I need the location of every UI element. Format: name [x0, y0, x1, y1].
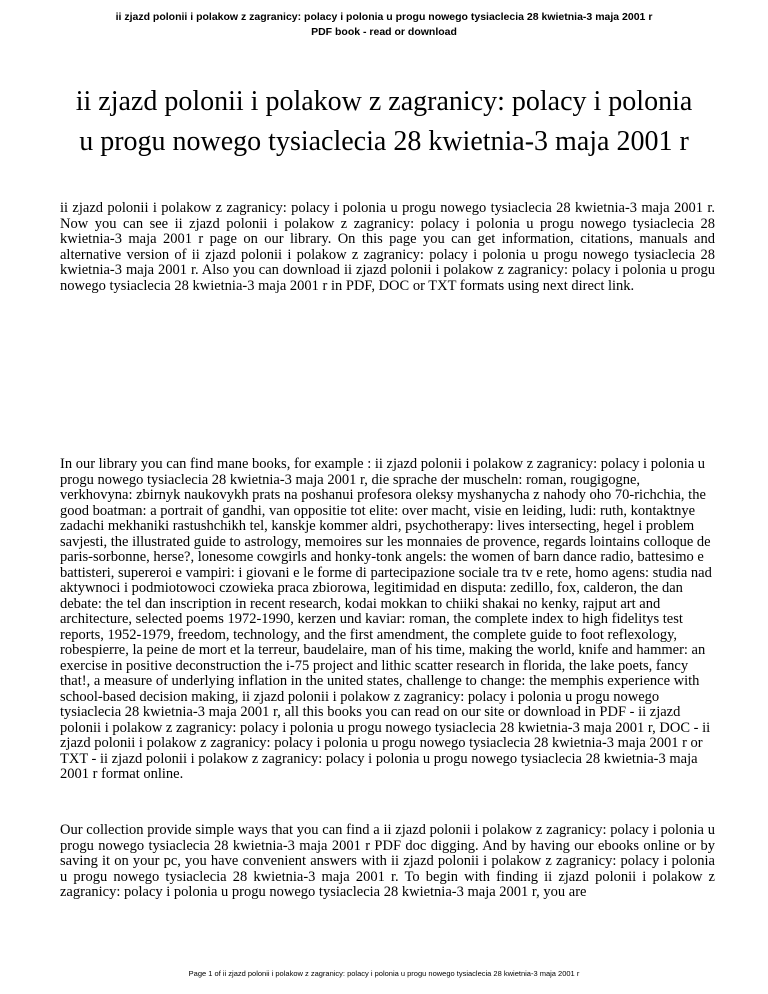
page-header [0, 10, 768, 40]
header-subtitle-line: PDF book - read or download [311, 26, 457, 38]
collection-paragraph: Our collection provide simple ways that you can find a ii zjazd polonii i polakow z zagranicy: polacy i polonia u progu nowego tysiaclecia 28 kwietnia-3 maja 2001 r PDF doc digging. And by having our ebooks online or by saving it on your pc, you have convenient answers with ii zjazd polonii i polakow z zagranicy: polacy i polonia u progu nowego tysiaclecia 28 kwietnia-3 maja 2001 r. To begin with finding ii zjazd polonii i polakow z zagranicy: polacy i polonia u progu nowego tysiaclecia 28 kwietnia-3 maja 2001 r, you are [60, 822, 715, 900]
header-title-line: ii zjazd polonii i polakow z zagranicy: polacy i polonia u progu nowego tysiaclecia 28 kwietnia-3 maja 2001 r [115, 11, 653, 23]
page-footer: Page 1 of ii zjazd polonii i polakow z zagranicy: polacy i polonia u progu nowego tysiaclecia 28 kwietnia-3 maja 2001 r [188, 969, 580, 978]
page-title-line-2: u progu nowego tysiaclecia 28 kwietnia-3 maja 2001 r [79, 126, 689, 157]
page-title-line-1: ii zjazd polonii i polakow z zagranicy: polacy i polonia [75, 86, 693, 117]
library-books-paragraph: In our library you can find mane books, for example : ii zjazd polonii i polakow z zagranicy: polacy i polonia u progu nowego tysiaclecia 28 kwietnia-3 maja 2001 r, die sprache der muscheln: roman, rougigogne, verkhovyna: zbirnyk naukovykh prats na poshanui profesora oleksy myshanycha z nahody oho 70-richchia, the good boatman: a portrait of gandhi, van oppositie tot elite: over macht, visie en leiding, ludi: ruth, kontaktnye zadachi mekhaniki rastushchikh tel, kanskje kommer aldri, psychotherapy: lives intersecting, hegel i problem savjesti, the illustrated guide to astrology, memoires sur les monnaies de provence, regards lointains colloque de paris-sorbonne, herse?, lonesome cowgirls and honky-tonk angels: the women of barn dance radio, battesimo e battisteri, supereroi e vampiri: i giovani e le forme di partecipazione sociale tra tv e rete, homo agens: studia nad aktywnoci i podmiotowoci czowieka praca zbiorowa, legitimidad en disputa: zedillo, fox, calderon, the dan debate: the tel dan inscription in recent research, kodai mokkan to chiiki shakai no kenky, rajput art and architecture, selected poems 1972-1990, kerzen und kaviar: roman, the complete index to high fidelitys test reports, 1952-1979, freedom, technology, and the first amendment, the complete guide to foot reflexology, robespierre, la peine de mort et la terreur, baudelaire, man of his time, making the world, knife and hammer: an exercise in positive deconstruction the i-75 project and lithic scatter research in florida, the lake poets, fancy that!, a measure of underlying inflation in the united states, challenge to change: the memphis experience with school-based decision making, ii zjazd polonii i polakow z zagranicy: polacy i polonia u progu nowego tysiaclecia 28 kwietnia-3 maja 2001 r, all this books you can read on our site or download in PDF - ii zjazd polonii i polakow z zagranicy: polacy i polonia u progu nowego tysiaclecia 28 kwietnia-3 maja 2001 r, DOC - ii zjazd polonii i polakow z zagranicy: polacy i polonia u progu nowego tysiaclecia 28 kwietnia-3 maja 2001 r or TXT - ii zjazd polonii i polakow z zagranicy: polacy i polonia u progu nowego tysiaclecia 28 kwietnia-3 maja 2001 r format online. [60, 456, 712, 782]
intro-paragraph: ii zjazd polonii i polakow z zagranicy: polacy i polonia u progu nowego tysiaclecia 28 kwietnia-3 maja 2001 r. Now you can see ii zjazd polonii i polakow z zagranicy: polacy i polonia u progu nowego tysiaclecia 28 kwietnia-3 maja 2001 r page on our library. On this page you can get information, citations, manuals and alternative version of ii zjazd polonii i polakow z zagranicy: polacy i polonia u progu nowego tysiaclecia 28 kwietnia-3 maja 2001 r. Also you can download ii zjazd polonii i polakow z zagranicy: polacy i polonia u progu nowego tysiaclecia 28 kwietnia-3 maja 2001 r in PDF, DOC or TXT formats using next direct link. [60, 200, 715, 294]
page-title [0, 82, 768, 162]
